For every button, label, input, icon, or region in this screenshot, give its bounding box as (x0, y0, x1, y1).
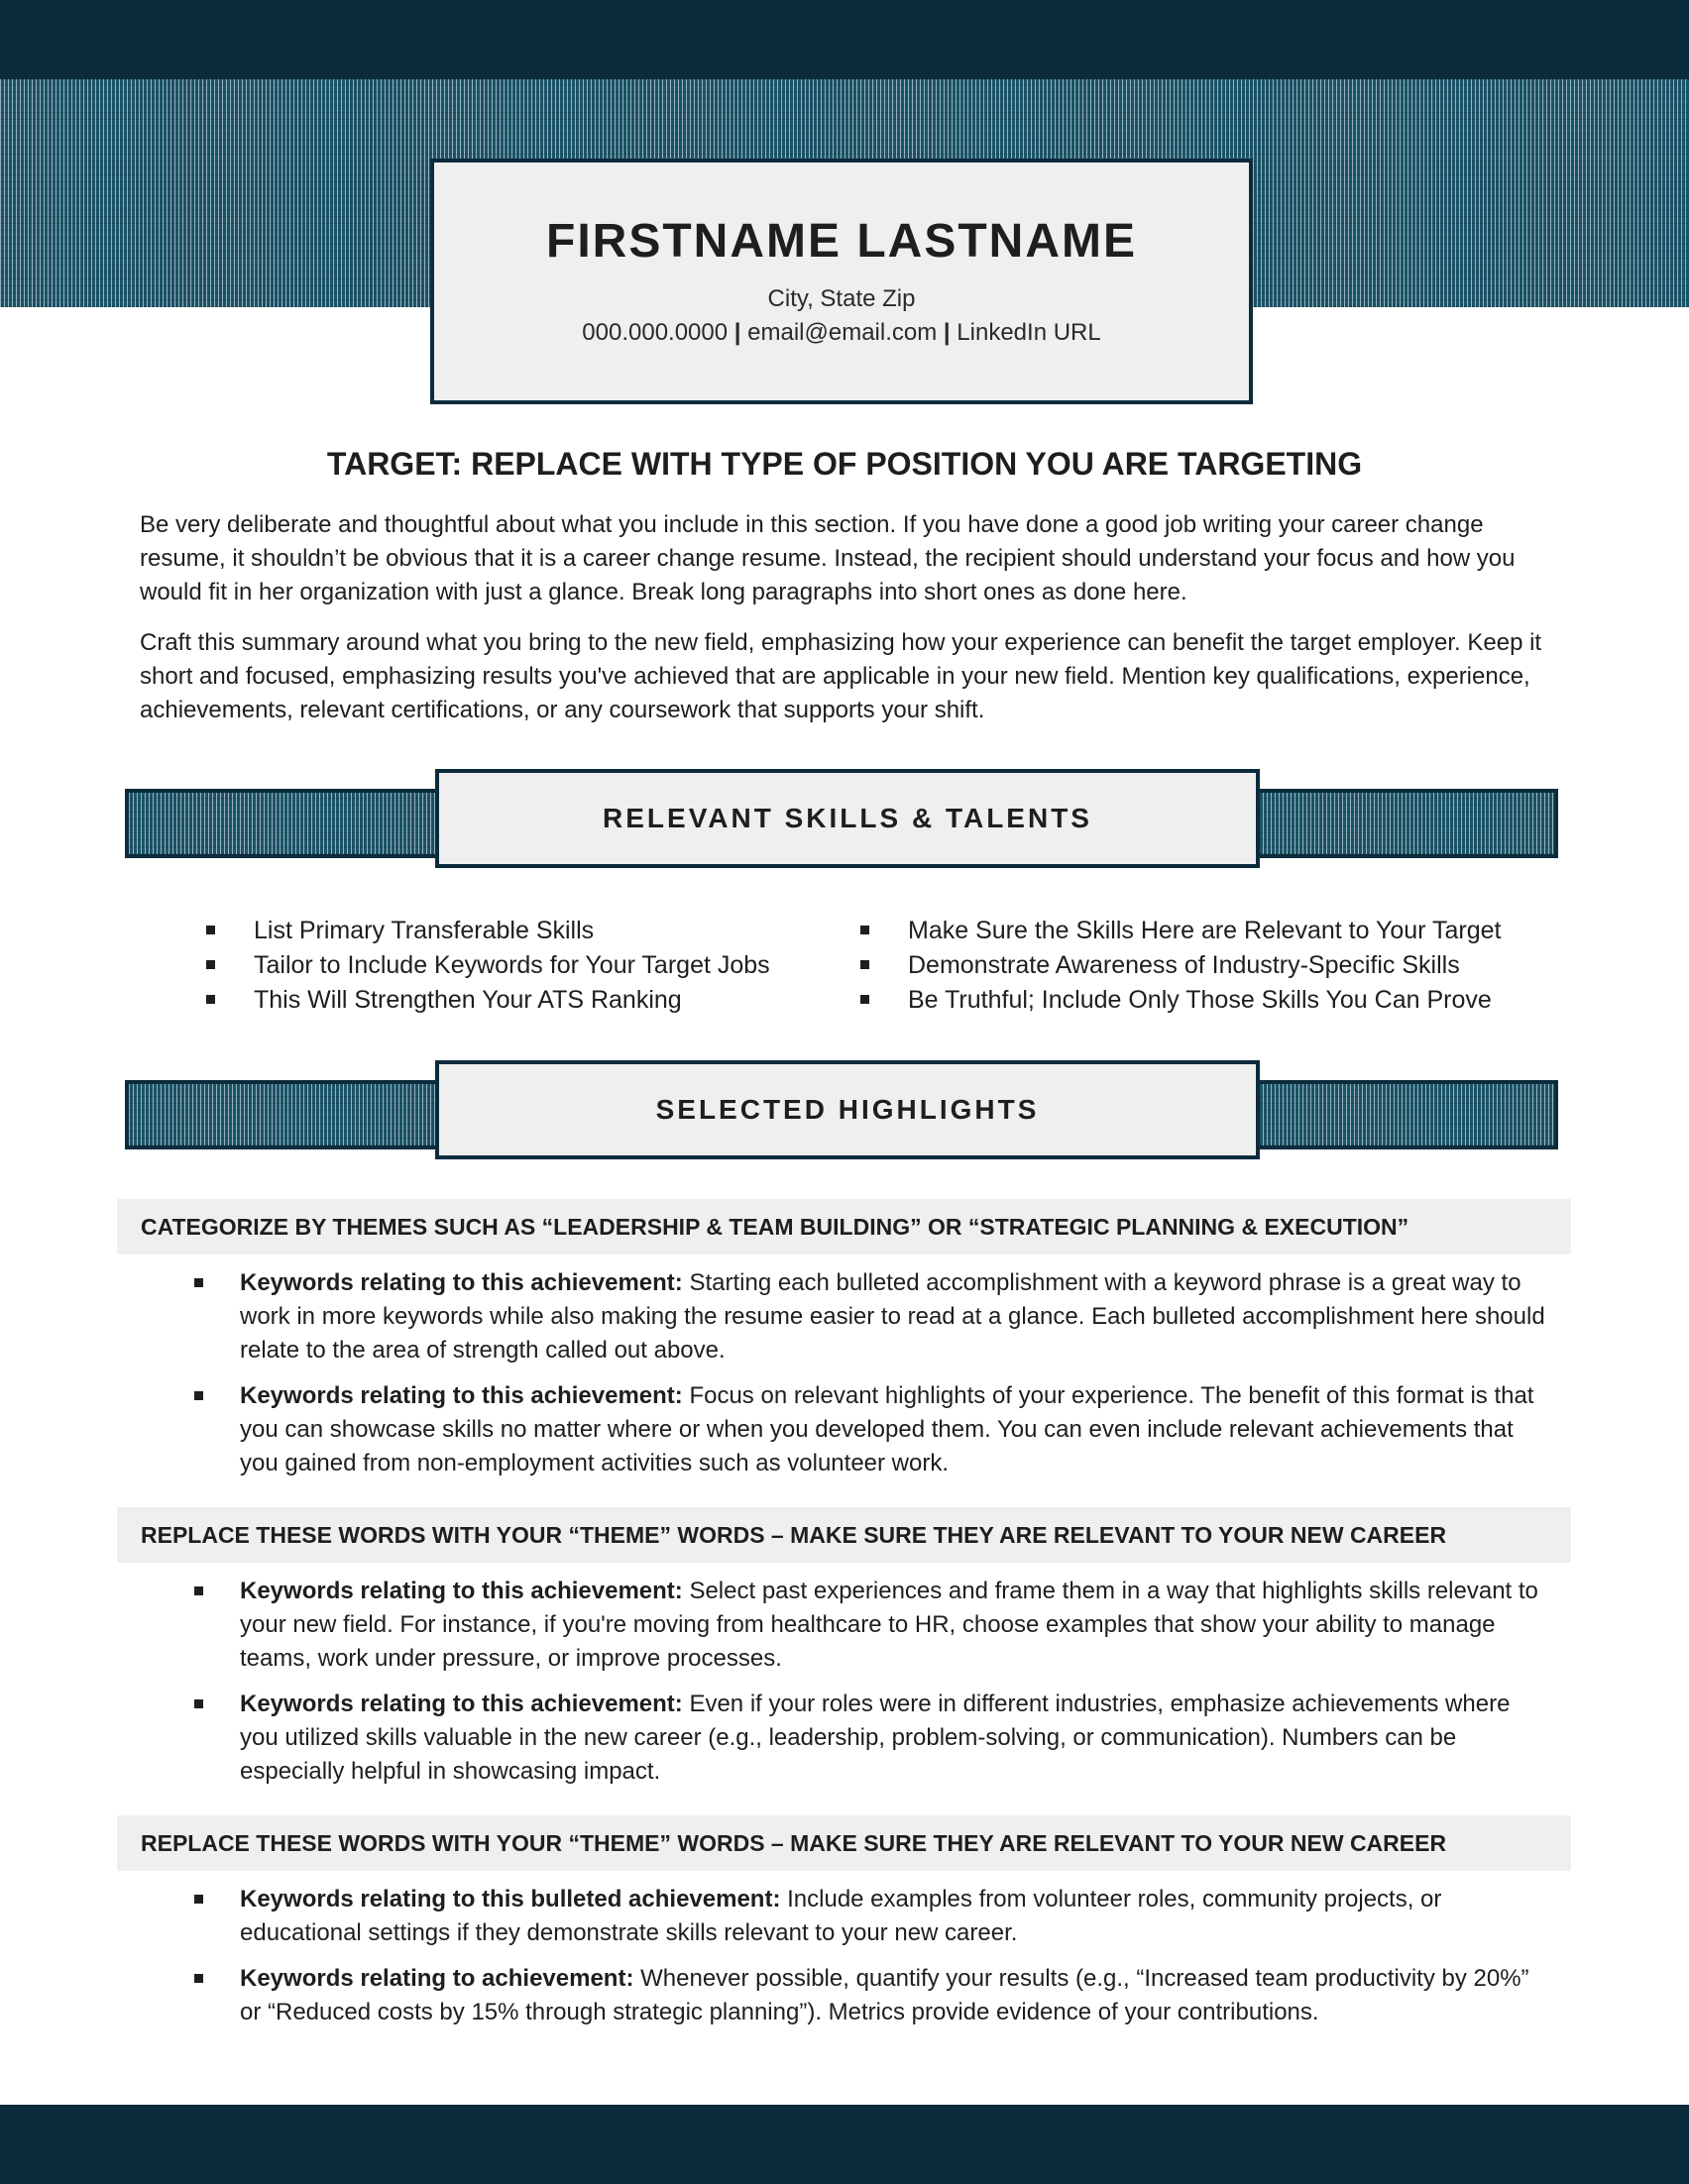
square-bullet-icon (194, 1974, 203, 1983)
square-bullet-icon (860, 926, 869, 934)
separator: | (733, 319, 741, 346)
highlight-lead: Keywords relating to this achievement: (240, 1269, 683, 1296)
section-heading: RELEVANT SKILLS & TALENTS (435, 769, 1260, 868)
skills-list-left (206, 914, 770, 1018)
highlight-text: Focus on relevant highlights of your experience. The benefit of this format is that you can showcase skills no matter where or when you developed them. You can even include relevant achievements that you gained from non-employment activities such as volunteer work. (240, 1382, 1534, 1476)
highlight-item (240, 1883, 1548, 1950)
highlight-text: Include examples from volunteer roles, community projects, or educational settings if they demonstrate skills relevant to your new career. (240, 1886, 1442, 1946)
highlight-lead: Keywords relating to achievement: (240, 1965, 634, 1992)
highlight-lead: Keywords relating to this bulleted achievement: (240, 1886, 781, 1912)
phone: 000.000.0000 (582, 319, 729, 346)
skill-item (860, 914, 1501, 948)
square-bullet-icon (194, 1699, 203, 1708)
highlight-item (240, 1266, 1548, 1367)
square-bullet-icon (860, 995, 869, 1004)
skill-text: Demonstrate Awareness of Industry-Specific Skills (908, 951, 1460, 979)
square-bullet-icon (194, 1391, 203, 1400)
square-bullet-icon (206, 960, 215, 969)
target-title: TARGET: REPLACE WITH TYPE OF POSITION YOU ARE TARGETING (326, 446, 1363, 482)
highlights-section-banner (0, 1060, 1689, 1159)
square-bullet-icon (194, 1586, 203, 1595)
separator: | (943, 319, 951, 346)
skills-section-banner (0, 769, 1689, 868)
linkedin-url: LinkedIn URL (957, 319, 1101, 346)
highlight-lead: Keywords relating to this achievement: (240, 1691, 683, 1717)
skill-item (206, 914, 770, 948)
highlight-item (240, 1379, 1548, 1480)
highlight-text: Even if your roles were in different industries, emphasize achievements where you utilized skills valuable in the new career (e.g., leadership, problem-solving, or communication). Numbers can be especially helpful in showcasing impact. (240, 1691, 1511, 1785)
highlight-item (240, 1962, 1548, 2029)
skill-item (206, 948, 770, 983)
highlight-lead: Keywords relating to this achievement: (240, 1578, 683, 1604)
skill-item (206, 983, 770, 1018)
summary-paragraph: Craft this summary around what you bring to the new field, emphasizing how your experience can benefit the target employer. Keep it short and focused, emphasizing results you've achieved that are applicable in your new field. Mention key qualifications, experience, achievements, relevant certifications, or any coursework that supports your shift. (140, 629, 1542, 723)
skill-text: Tailor to Include Keywords for Your Target Jobs (254, 951, 770, 979)
theme-heading: REPLACE THESE WORDS WITH YOUR “THEME” WORDS – MAKE SURE THEY ARE RELEVANT TO YOUR NEW CAREER (117, 1507, 1571, 1563)
top-border-bar (0, 0, 1689, 79)
square-bullet-icon (206, 995, 215, 1004)
square-bullet-icon (206, 926, 215, 934)
square-bullet-icon (860, 960, 869, 969)
section-heading: SELECTED HIGHLIGHTS (435, 1060, 1260, 1159)
bottom-border-bar (0, 2105, 1689, 2184)
name-header-box (430, 159, 1253, 404)
theme-heading: REPLACE THESE WORDS WITH YOUR “THEME” WORDS – MAKE SURE THEY ARE RELEVANT TO YOUR NEW CAREER (117, 1815, 1571, 1871)
highlight-lead: Keywords relating to this achievement: (240, 1382, 683, 1409)
highlight-text: Select past experiences and frame them in a way that highlights skills relevant to your new field. For instance, if you're moving from healthcare to HR, choose examples that show your ability to manage teams, work under pressure, or improve processes. (240, 1578, 1538, 1672)
skills-list-right (860, 914, 1501, 1018)
candidate-name: FIRSTNAME LASTNAME (546, 215, 1137, 268)
email: email@email.com (747, 319, 938, 346)
skill-text: Make Sure the Skills Here are Relevant to Your Target (908, 917, 1502, 944)
highlight-text: Whenever possible, quantify your results (e.g., “Increased team productivity by 20%” or “Reduced costs by 15% through strategic planning”). Metrics provide evidence of your contributions. (240, 1965, 1529, 2025)
skill-item (860, 948, 1501, 983)
skill-text: List Primary Transferable Skills (254, 917, 595, 944)
square-bullet-icon (194, 1895, 203, 1904)
skill-text: This Will Strengthen Your ATS Ranking (254, 986, 682, 1014)
contact-line (434, 316, 1249, 350)
location: City, State Zip (767, 285, 916, 312)
summary-paragraph: Be very deliberate and thoughtful about what you include in this section. If you have done a good job writing your career change resume, it shouldn’t be obvious that it is a career change resume. Instead, the recipient should understand your focus and how you would fit in her organization with just a glance. Break long paragraphs into short ones as done here. (140, 511, 1516, 605)
square-bullet-icon (194, 1278, 203, 1287)
skill-item (860, 983, 1501, 1018)
skill-text: Be Truthful; Include Only Those Skills You Can Prove (908, 986, 1492, 1014)
theme-heading: CATEGORIZE BY THEMES SUCH AS “LEADERSHIP & TEAM BUILDING” OR “STRATEGIC PLANNING & EXECUTION” (117, 1199, 1571, 1255)
highlight-item (240, 1688, 1548, 1789)
highlight-item (240, 1575, 1548, 1676)
highlight-text: Starting each bulleted accomplishment with a keyword phrase is a great way to work in more keywords while also making the resume easier to read at a glance. Each bulleted accomplishment here should relate to the area of strength called out above. (240, 1269, 1545, 1364)
